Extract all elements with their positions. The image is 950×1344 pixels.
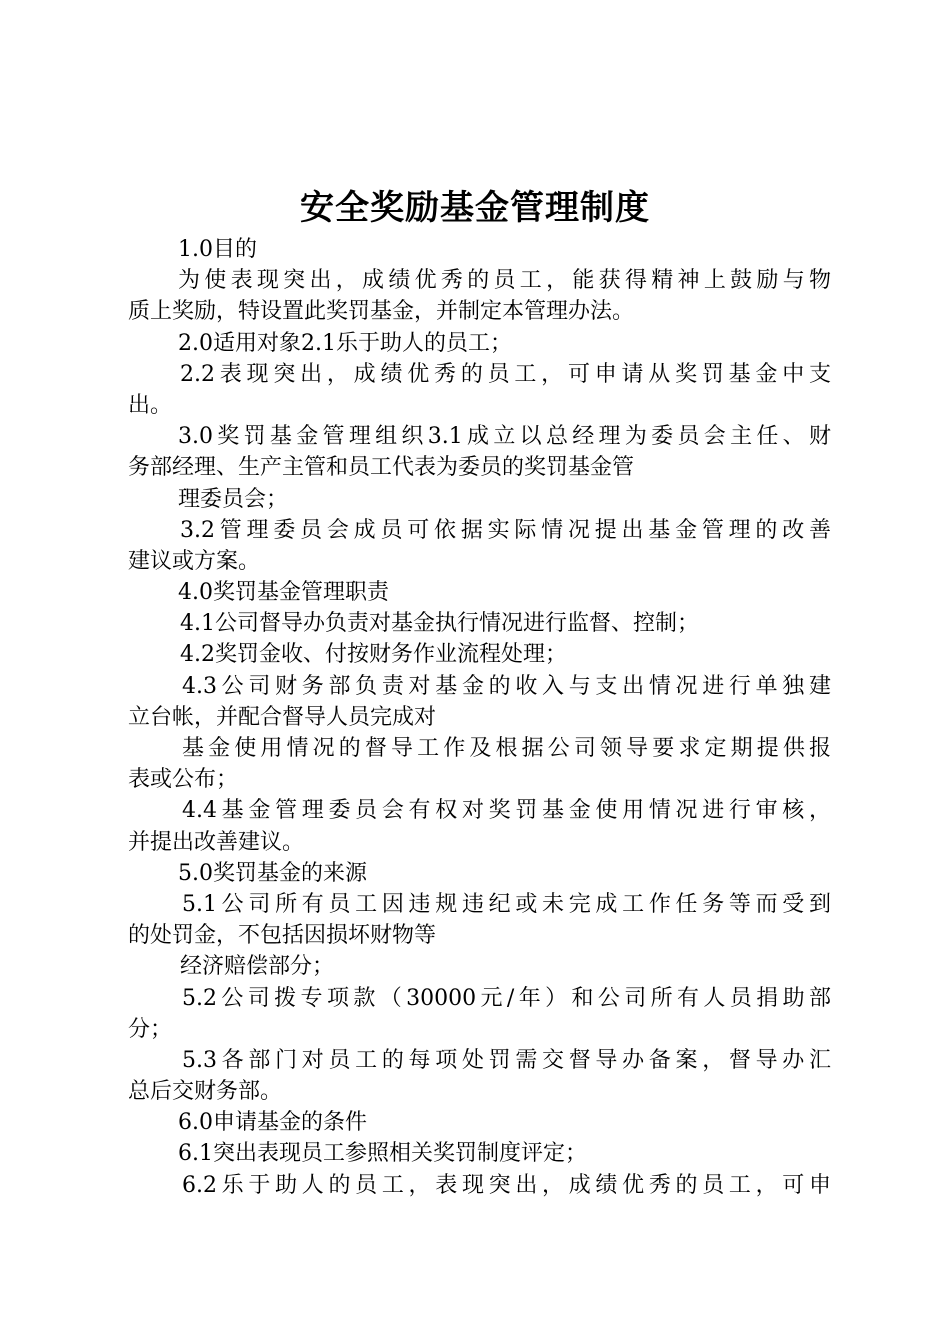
- paragraph-line: 的处罚金，不包括因损坏财物等: [128, 923, 437, 949]
- paragraph-line: 表或公布；: [128, 767, 239, 793]
- paragraph-line: 5.3各部门对员工的每项处罚需交督导办备案，督导办汇: [182, 1047, 831, 1073]
- section-heading: 6.0申请基金的条件: [178, 1110, 367, 1136]
- paragraph-line: 3.2管理委员会成员可依据实际情况提出基金管理的改善: [180, 517, 831, 543]
- paragraph-line: 并提出改善建议。: [128, 829, 305, 855]
- section-heading: 2.0适用对象2.1乐于助人的员工；: [178, 330, 512, 356]
- paragraph-line: 6.1突出表现员工参照相关奖罚制度评定；: [178, 1141, 587, 1167]
- paragraph-line: 6.2乐于助人的员工，表现突出，成绩优秀的员工，可申: [182, 1172, 831, 1198]
- paragraph-line: 4.2奖罚金收、付按财务作业流程处理；: [180, 642, 567, 668]
- paragraph-line: 2.2表现突出，成绩优秀的员工，可申请从奖罚基金中支: [180, 361, 831, 387]
- document-title: 安全奖励基金管理制度: [300, 188, 650, 228]
- paragraph-line: 出。: [128, 392, 173, 418]
- paragraph-line: 务部经理、生产主管和员工代表为委员的奖罚基金管: [128, 455, 635, 481]
- section-heading: 4.0奖罚基金管理职责: [178, 580, 389, 606]
- paragraph-line: 为使表现突出，成绩优秀的员工，能获得精神上鼓励与物: [178, 268, 831, 294]
- section-heading: 5.0奖罚基金的来源: [178, 860, 367, 886]
- document-body: [128, 234, 831, 1201]
- paragraph-line: 总后交财务部。: [128, 1079, 283, 1105]
- paragraph-line: 分；: [128, 1016, 173, 1042]
- paragraph-line: 立台帐，并配合督导人员完成对: [128, 704, 437, 730]
- paragraph-line: 4.3公司财务部负责对基金的收入与支出情况进行单独建: [182, 673, 831, 699]
- paragraph-line: 理委员会；: [178, 486, 289, 512]
- section-heading: 3.0奖罚基金管理组织3.1成立以总经理为委员会主任、财: [178, 424, 831, 450]
- paragraph-line: 经济赔偿部分；: [180, 954, 335, 980]
- section-heading: 1.0目的: [178, 237, 257, 262]
- paragraph-line: 质上奖励，特设置此奖罚基金，并制定本管理办法。: [128, 299, 635, 325]
- paragraph-line: 5.2公司拨专项款（30000元/年）和公司所有人员捐助部: [182, 985, 831, 1011]
- paragraph-line: 建议或方案。: [128, 548, 261, 574]
- paragraph-line: 5.1公司所有员工因违规违纪或未完成工作任务等而受到: [182, 891, 831, 917]
- paragraph-line: 4.1公司督导办负责对基金执行情况进行监督、控制；: [180, 611, 699, 637]
- paragraph-line: 4.4基金管理委员会有权对奖罚基金使用情况进行审核，: [182, 798, 831, 824]
- paragraph-line: 基金使用情况的督导工作及根据公司领导要求定期提供报: [182, 736, 831, 761]
